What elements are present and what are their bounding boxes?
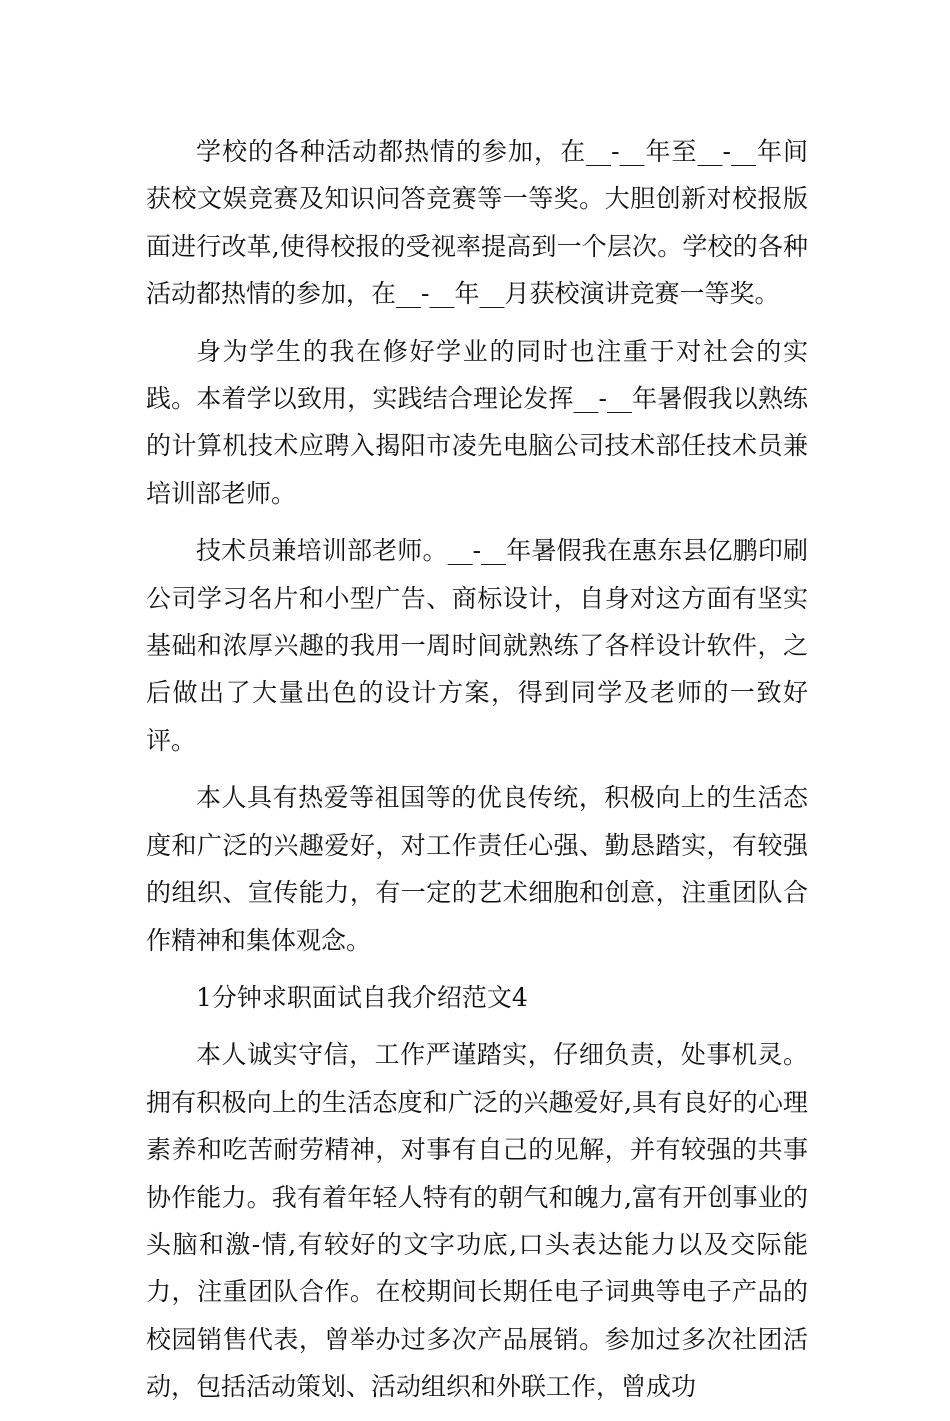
paragraph-activities: 学校的各种活动都热情的参加，在__-__年至__-__年间获校文娱竞赛及知识问答竞赛等一等奖。大胆创新对校报版面进行改革,使得校报的受视率提高到一个层次。学校的各种活动都热情的参加，在__-__年__月获校演讲竞赛一等奖。 [146,137,808,309]
section-heading: 1分钟求职面试自我介绍范文4 [196,982,528,1012]
paragraph-practice: 身为学生的我在修好学业的同时也注重于对社会的实践。本着学以致用，实践结合理论发挥__-__年暑假我以熟练的计算机技术应聘入揭阳市凌先电脑公司技术部任技术员兼培训部老师。 [146,336,808,508]
paragraph-design-study: 技术员兼培训部老师。__-__年暑假我在惠东县亿鹏印刷公司学习名片和小型广告、商标设计，自身对这方面有坚实基础和浓厚兴趣的我用一周时间就熟练了各样设计软件，之后做出了大量出色的设计方案，得到同学及老师的一致好评。 [146,536,808,755]
document-body [146,128,808,1421]
paragraph-self-introduction: 本人诚实守信，工作严谨踏实，仔细负责，处事机灵。拥有积极向上的生活态度和广泛的兴趣爱好,具有良好的心理素养和吃苦耐劳精神，对事有自己的见解，并有较强的共事协作能力。我有着年轻人特有的朝气和魄力,富有开创事业的头脑和激-情,有较好的文字功底,口头表达能力以及交际能力，注重团队合作。在校期间长期任电子词典等电子产品的校园销售代表，曾举办过多次产品展销。参加过多次社团活动，包括活动策划、活动组织和外联工作，曾成功 [146,1040,808,1402]
paragraph-qualities: 本人具有热爱等祖国等的优良传统，积极向上的生活态度和广泛的兴趣爱好，对工作责任心强、勤恳踏实，有较强的组织、宣传能力，有一定的艺术细胞和创意，注重团队合作精神和集体观念。 [146,783,808,955]
